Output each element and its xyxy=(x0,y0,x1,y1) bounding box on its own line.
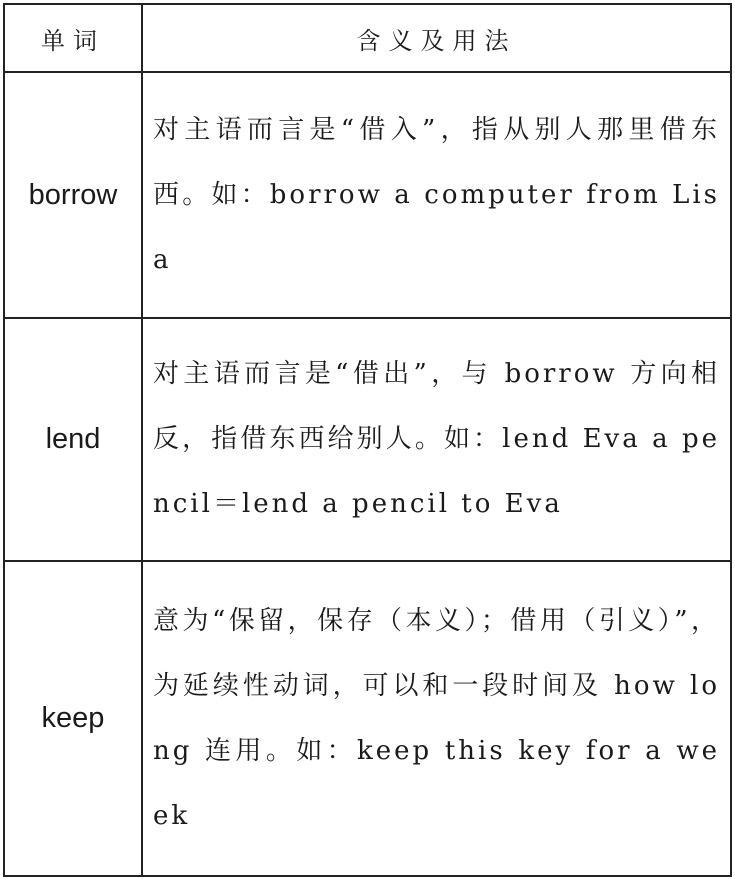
vocabulary-table xyxy=(3,3,732,877)
usage-cell xyxy=(142,561,731,876)
usage-text: 对主语而言是“借出”，与 borrow 方向相反，指借东西给别人。如：lend Eva a pencil＝lend a pencil to Eva xyxy=(153,359,720,519)
table-row-borrow xyxy=(4,72,731,318)
header-usage: 含义及用法 xyxy=(142,4,731,72)
usage-cell xyxy=(142,72,731,318)
usage-cell xyxy=(142,318,731,561)
header-word: 单词 xyxy=(4,4,142,72)
word-cell: keep xyxy=(4,561,142,876)
word-cell: borrow xyxy=(4,72,142,318)
word-cell: lend xyxy=(4,318,142,561)
table-row-lend xyxy=(4,318,731,561)
table-row-keep xyxy=(4,561,731,876)
table-header-row xyxy=(4,4,731,72)
usage-text: 意为“保留，保存（本义）；借用（引义）”，为延续性动词，可以和一段时间及 how long 连用。如：keep this key for a week xyxy=(153,605,720,831)
usage-text: 对主语而言是“借入”，指从别人那里借东西。如：borrow a computer from Lisa xyxy=(153,114,720,275)
